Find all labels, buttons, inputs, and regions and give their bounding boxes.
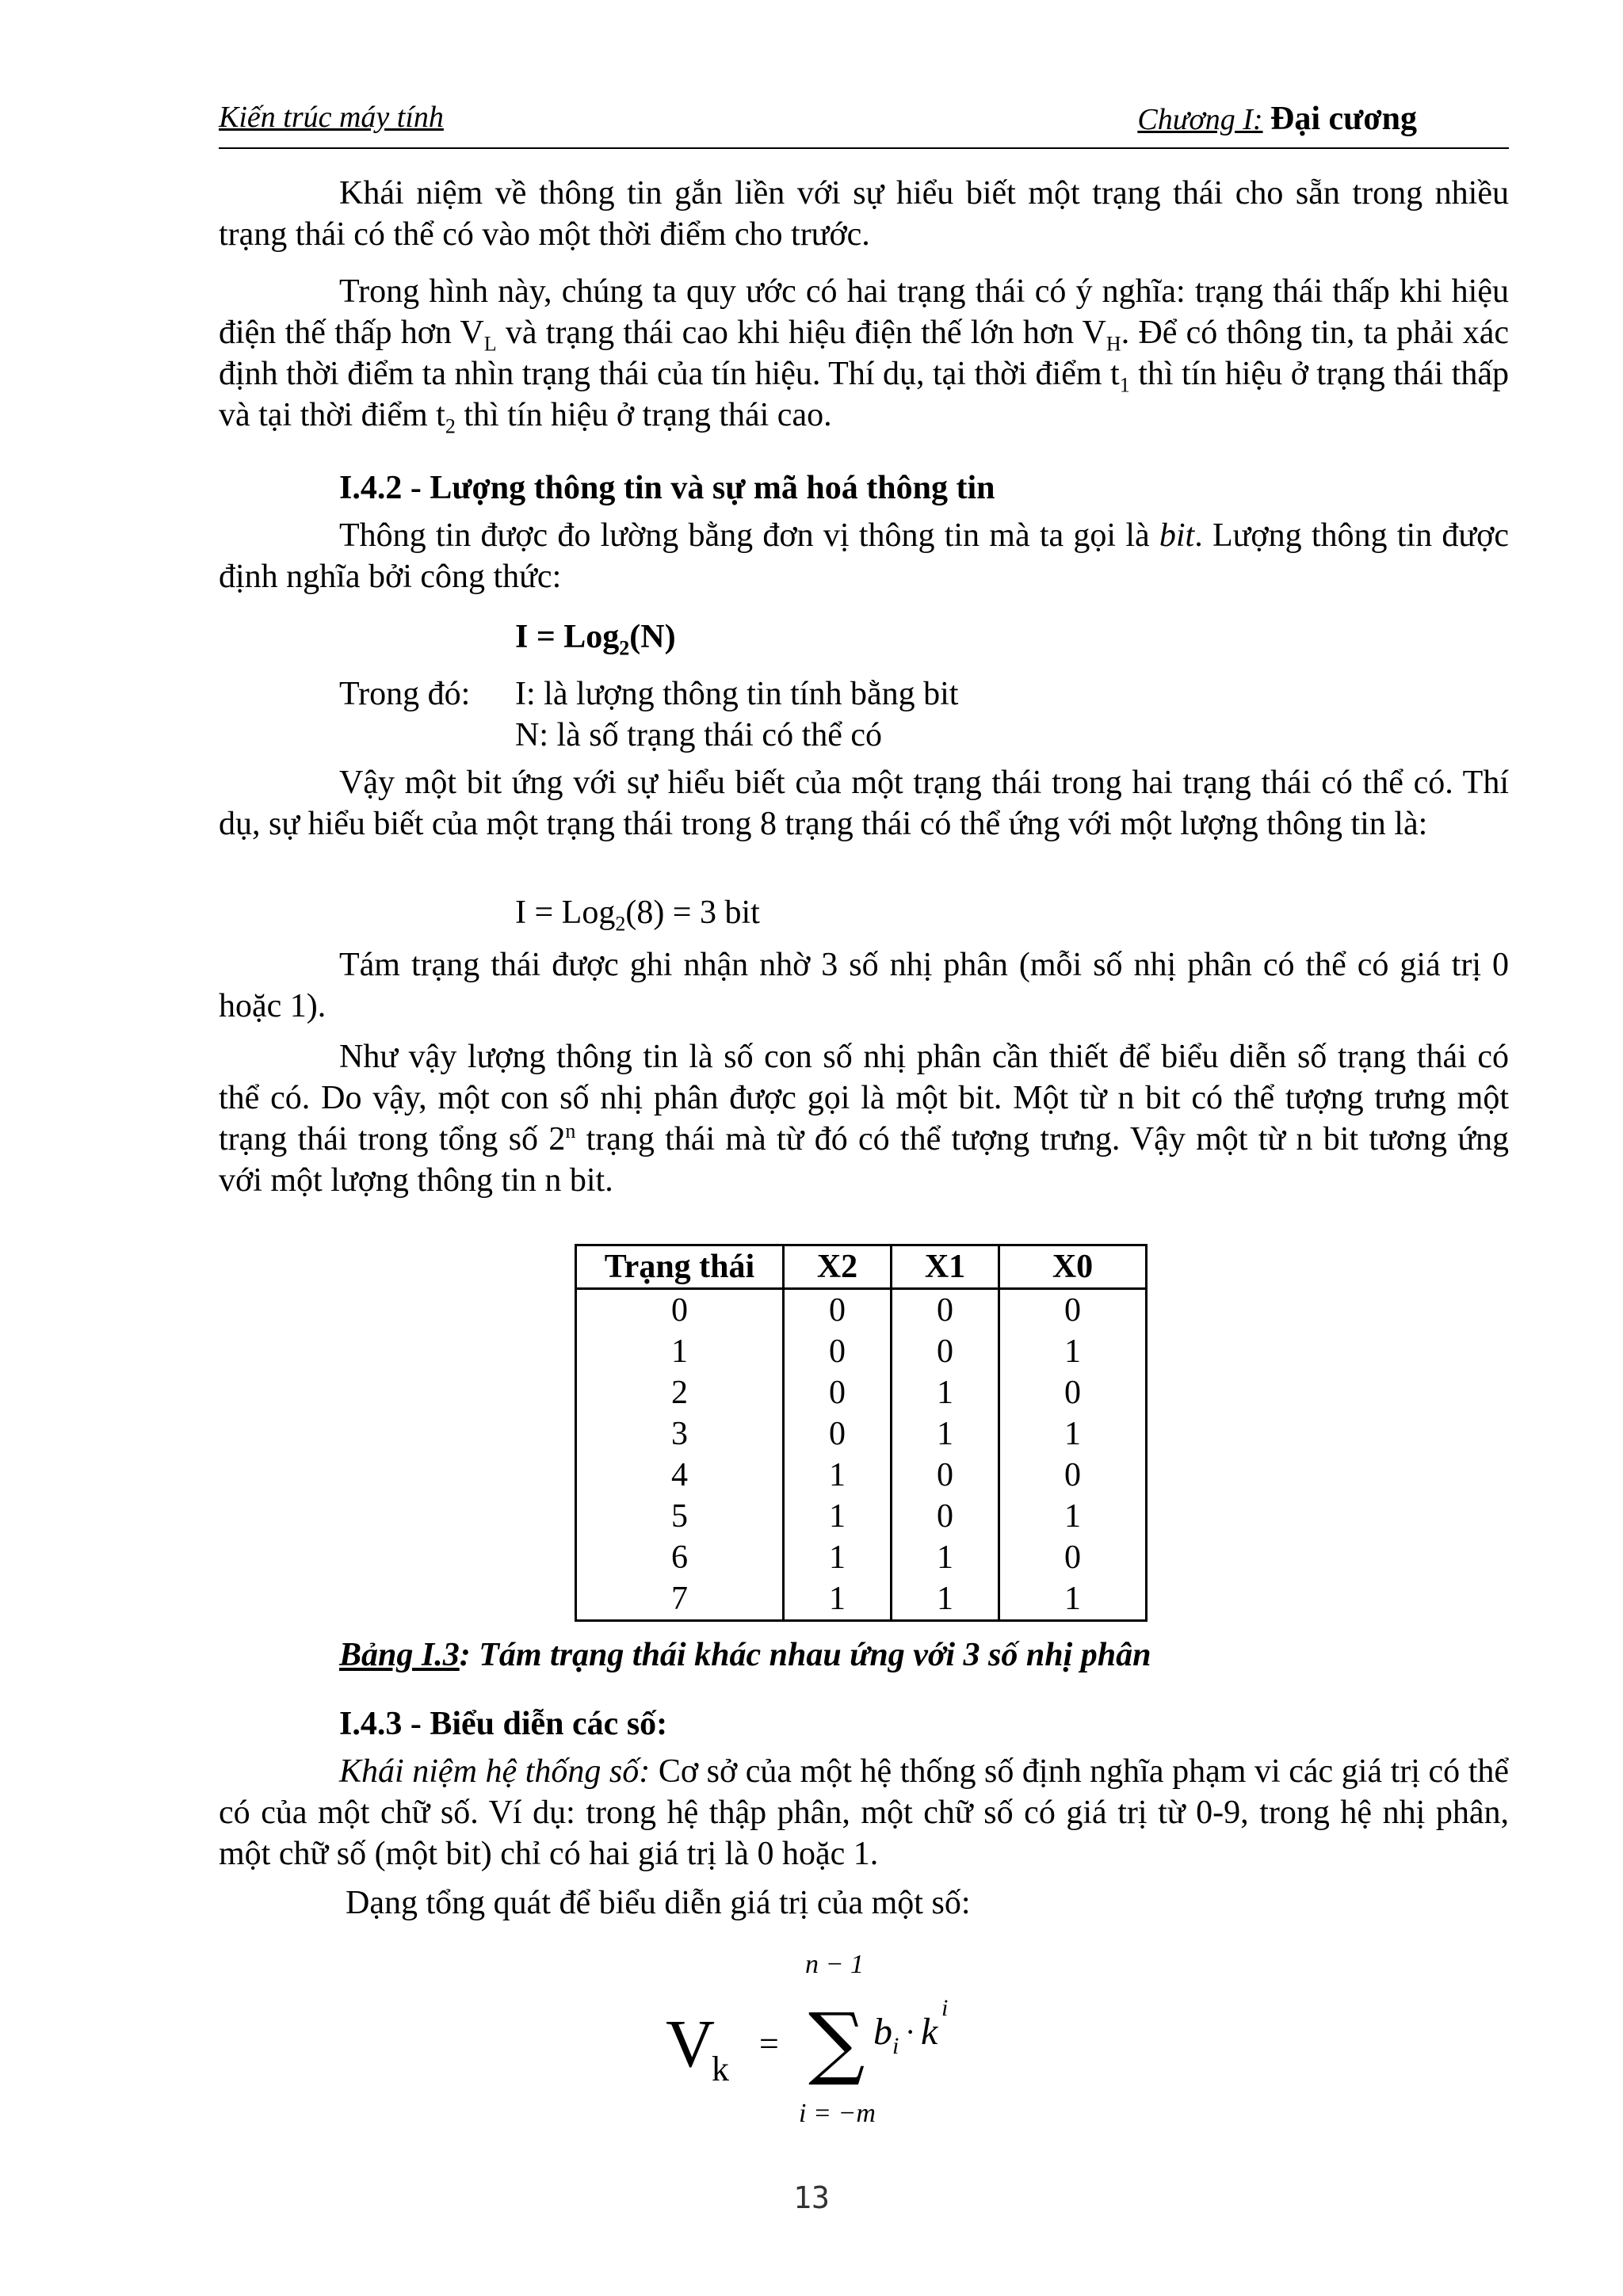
formula-b-sub: i — [892, 2033, 899, 2059]
header-chapter-label: Chương I: — [1137, 103, 1263, 136]
table-caption-text: : Tám trạng thái khác nhau ứng với 3 số nhị phân — [459, 1637, 1151, 1673]
where-label: Trong đó: — [339, 676, 471, 712]
table-cell: 3 — [576, 1413, 784, 1455]
table-row — [576, 1578, 1147, 1621]
table-cell: 0 — [784, 1331, 892, 1372]
paragraph-eight-states: Tám trạng thái được ghi nhận nhờ 3 số nhị phân (mỗi số nhị phân có thể có giá trị 0 hoặc 1). — [219, 947, 1509, 1024]
table-row — [576, 1455, 1147, 1496]
formula-k: k — [921, 2011, 938, 2053]
table-cell: 1 — [999, 1578, 1147, 1621]
table-cell: 6 — [576, 1537, 784, 1578]
table-cell: 1 — [892, 1537, 999, 1578]
table-cell: 7 — [576, 1578, 784, 1621]
table-cell: 0 — [784, 1289, 892, 1332]
table-cell: 1 — [999, 1331, 1147, 1372]
table-cell: 0 — [892, 1496, 999, 1537]
table-row — [576, 1331, 1147, 1372]
table-cell: 1 — [999, 1496, 1147, 1537]
table-row — [576, 1289, 1147, 1332]
table-cell: 0 — [999, 1455, 1147, 1496]
table-cell: 1 — [892, 1413, 999, 1455]
paragraph-bit-definition: Thông tin được đo lường bằng đơn vị thông tin mà ta gọi là bit. Lượng thông tin được định nghĩa bởi công thức: — [219, 517, 1509, 595]
table-cell: 0 — [999, 1289, 1147, 1332]
header-chapter — [1137, 100, 1417, 138]
paragraph-bit-example: Vậy một bit ứng với sự hiểu biết của một trạng thái trong hai trạng thái có thể có. Thí dụ, sự hiểu biết của một trạng thái trong 8 trạng thái có thể ứng với một lượng thông tin là: — [219, 765, 1509, 842]
formula-information: I = Log$_2$(N) — [515, 619, 676, 660]
table-cell: 0 — [576, 1289, 784, 1332]
where-line-i: I: là lượng thông tin tính bằng bit — [515, 676, 959, 712]
paragraph-states: Trong hình này, chúng ta quy ước có hai trạng thái có ý nghĩa: trạng thái thấp khi hiệu điện thế thấp hơn $V_L$ và trạng thái cao khi hiệu điện thế lớn hơn $V_H$. Để có thông tin, ta phải xác định thời điểm ta nhìn trạng thái của tín hiệu. Thí dụ, tại thời điểm $t_1$ thì tín hiệu ở trạng thái thấp và tại thời điểm $t_2$ thì tín hiệu ở trạng thái cao. — [219, 273, 1509, 438]
table-cell: 1 — [784, 1496, 892, 1537]
table-cell: 4 — [576, 1455, 784, 1496]
table-cell: 0 — [999, 1372, 1147, 1413]
table-cell: 0 — [892, 1455, 999, 1496]
table-cell: 1 — [892, 1372, 999, 1413]
paragraph-info-concept: Khái niệm về thông tin gắn liền với sự hiểu biết một trạng thái cho sẵn trong nhiều trạng thái có thể có vào một thời điểm cho trước. — [219, 175, 1509, 253]
formula-lower-limit: i = −m — [799, 2099, 876, 2128]
paragraph-number-system: Khái niệm hệ thống số: Cơ sở của một hệ thống số định nghĩa phạm vi các giá trị có thể có của một chữ số. Ví dụ: trong hệ thập phân, một chữ số có giá trị từ 0-9, trong hệ nhị phân, một chữ số (một bit) chỉ có hai giá trị là 0 hoặc 1. — [219, 1753, 1510, 1872]
table-cell: 0 — [892, 1331, 999, 1372]
states-table — [575, 1244, 1148, 1622]
table-cell: 1 — [784, 1455, 892, 1496]
sigma-icon: ∑ — [808, 1996, 865, 2088]
table-cell: 5 — [576, 1496, 784, 1537]
table-caption-label: Bảng I.3 — [339, 1637, 460, 1673]
table-cell: 1 — [784, 1578, 892, 1621]
formula-upper-limit: n − 1 — [805, 1950, 864, 1979]
section-heading-information-amount: I.4.2 - Lượng thông tin và sự mã hoá thông tin — [339, 470, 995, 506]
table-row — [576, 1372, 1147, 1413]
table-caption — [339, 1636, 1151, 1674]
table-header-row — [576, 1245, 1147, 1289]
table-cell: 0 — [892, 1289, 999, 1332]
page-number: 13 — [793, 2180, 830, 2215]
section-heading-number-representation: I.4.3 - Biểu diễn các số: — [339, 1706, 668, 1742]
table-row — [576, 1413, 1147, 1455]
table-cell: 0 — [999, 1537, 1147, 1578]
where-line-n: N: là số trạng thái có thể có — [515, 717, 883, 753]
table-header-cell: Trạng thái — [576, 1245, 784, 1289]
table-header-cell: X1 — [892, 1245, 999, 1289]
paragraph-n-bit-word: Như vậy lượng thông tin là số con số nhị phân cần thiết để biểu diễn số trạng thái có thể có. Do vậy, một con số nhị phân được gọi là một bit. Một từ n bit có thể tượng trưng một trạng thái trong tổng số 2$^n$ trạng thái mà từ đó có thể tượng trưng. Vậy một từ n bit tương ứng với một lượng thông tin n bit. — [219, 1039, 1509, 1199]
sum-formula — [666, 1949, 999, 2131]
formula-b: b — [873, 2011, 892, 2053]
formula-k-sup: i — [941, 1995, 949, 2021]
header-chapter-title: Đại cương — [1270, 101, 1417, 137]
formula-v: V — [666, 2005, 716, 2081]
table-cell: 0 — [784, 1413, 892, 1455]
header-book-title: Kiến trúc máy tính — [219, 101, 444, 134]
table-row — [576, 1537, 1147, 1578]
table-header-cell: X2 — [784, 1245, 892, 1289]
header-rule — [219, 147, 1509, 149]
table-cell: 2 — [576, 1372, 784, 1413]
table-cell: 1 — [892, 1578, 999, 1621]
table-row — [576, 1496, 1147, 1537]
table-cell: 1 — [576, 1331, 784, 1372]
table-cell: 1 — [999, 1413, 1147, 1455]
formula-equals: = — [759, 2024, 779, 2063]
formula-dot: · — [905, 2014, 916, 2050]
formula-log-8: I = Log$_2$(8) = 3 bit — [515, 894, 760, 936]
table-cell: 1 — [784, 1537, 892, 1578]
formula-v-sub: k — [712, 2050, 729, 2088]
table-cell: 0 — [784, 1372, 892, 1413]
table-header-cell: X0 — [999, 1245, 1147, 1289]
paragraph-general-form: Dạng tổng quát để biểu diễn giá trị của một số: — [346, 1885, 971, 1921]
